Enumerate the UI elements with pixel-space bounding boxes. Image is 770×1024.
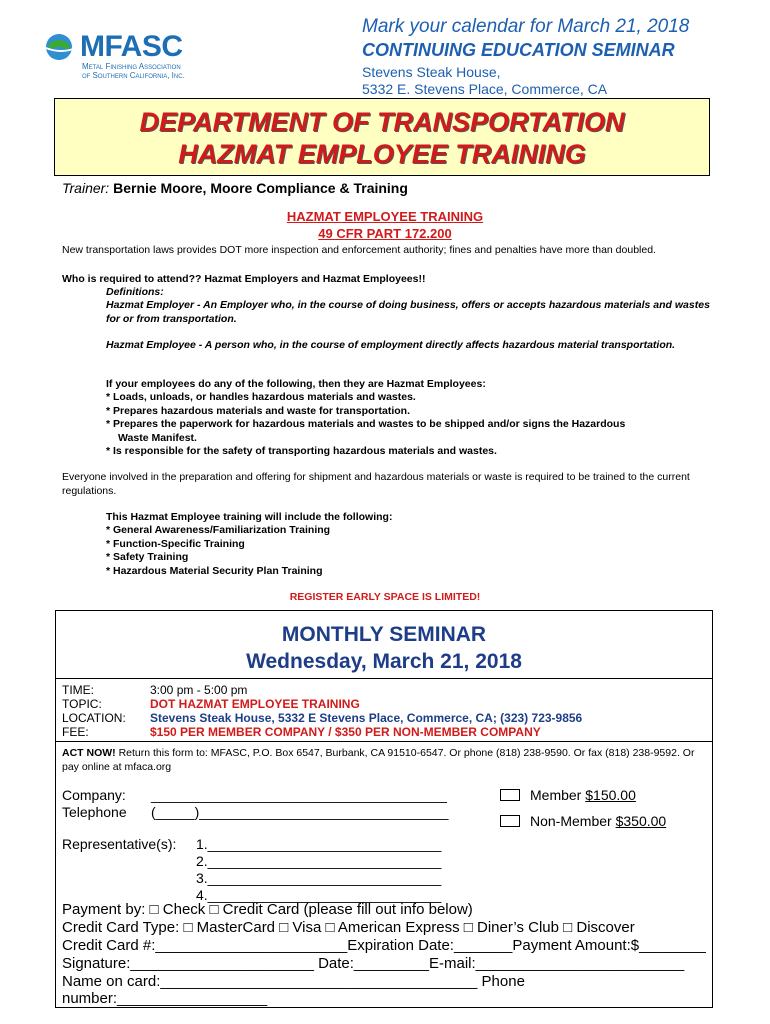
company-field[interactable]: ______________________________________ <box>151 787 447 803</box>
header-calendar-line: Mark your calendar for March 21, 2018 <box>362 16 690 37</box>
topic-label: TOPIC: <box>62 697 102 711</box>
signature-line[interactable]: Signature:______________________ Date:_________E-mail:_________________________ <box>62 955 685 972</box>
company-label: Company: <box>62 787 126 803</box>
member-label: Member <box>530 787 582 803</box>
representative-field-4[interactable]: 4.______________________________ <box>196 887 442 903</box>
member-option <box>530 787 636 803</box>
trainer-label: Trainer: <box>62 180 110 196</box>
list-item: * Prepares hazardous materials and waste for transportation. <box>106 404 411 417</box>
logo-name: MFASC <box>80 30 183 63</box>
representative-field-2[interactable]: 2.______________________________ <box>196 853 442 869</box>
divider <box>56 678 712 679</box>
list-item: * Prepares the paperwork for hazardous materials and wastes to be shipped and/or signs the Hazardous <box>106 418 626 430</box>
nonmember-price: $350.00 <box>615 813 667 829</box>
training-heading: This Hazmat Employee training will include the following: <box>106 511 393 523</box>
employees-heading: If your employees do any of the following, then they are Hazmat Employees: <box>106 378 486 390</box>
trainer-value: Bernie Moore, Moore Compliance & Training <box>113 180 408 196</box>
time-label: TIME: <box>62 683 94 697</box>
definition-employer: Hazmat Employer - An Employer who, in the course of doing business, offers or accepts hazardous materials and wastes for or from transportation. <box>106 299 710 325</box>
representatives-label: Representative(s): <box>62 836 177 852</box>
logo-subtitle-1: Metal Finishing Association <box>82 62 181 71</box>
definitions-label: Definitions: <box>106 286 164 298</box>
list-item: * Is responsible for the safety of transporting hazardous materials and wastes. <box>106 445 497 457</box>
act-now-text <box>62 746 706 774</box>
trainer-line <box>62 180 408 196</box>
list-item: * Hazardous Material Security Plan Training <box>106 564 323 577</box>
fee-label: FEE: <box>62 725 89 739</box>
title-line-2: HAZMAT EMPLOYEE TRAINING <box>178 139 586 169</box>
member-price: $150.00 <box>585 787 636 803</box>
header-venue-line: Stevens Steak House, <box>362 64 501 80</box>
mfasc-logo <box>44 30 204 82</box>
telephone-label: Telephone <box>62 804 127 820</box>
time-value: 3:00 pm - 5:00 pm <box>150 683 248 697</box>
seminar-date: Wednesday, March 21, 2018 <box>246 650 522 673</box>
everyone-text: Everyone involved in the preparation and offering for shipment and hazardous materials or waste is required to be trained to the current regulations. <box>62 471 690 497</box>
seminar-title: MONTHLY SEMINAR <box>281 623 487 646</box>
registration-form <box>55 610 713 1008</box>
intro-text: New transportation laws provides DOT more inspection and enforcement authority; fines and penalties have more than doubled. <box>62 244 656 256</box>
employees-list <box>106 391 706 459</box>
header-address-line: 5332 E. Stevens Place, Commerce, CA <box>362 81 608 97</box>
header-seminar-line: CONTINUING EDUCATION SEMINAR <box>362 40 675 60</box>
topic-value: DOT HAZMAT EMPLOYEE TRAINING <box>150 697 360 711</box>
list-item: * Safety Training <box>106 551 189 563</box>
title-line-1: DEPARTMENT OF TRANSPORTATION <box>139 107 625 137</box>
location-value: Stevens Steak House, 5332 E Stevens Place, Commerce, CA; (323) 723-9856 <box>150 711 583 725</box>
card-number-line[interactable]: Credit Card #:_______________________Expiration Date:_______Payment Amount:$________ <box>62 937 706 954</box>
representative-field-1[interactable]: 1.______________________________ <box>196 836 442 852</box>
list-item: Waste Manifest. <box>118 431 197 444</box>
fee-value: $150 PER MEMBER COMPANY / $350 PER NON-MEMBER COMPANY <box>150 725 541 739</box>
divider <box>56 741 712 742</box>
nonmember-label: Non-Member <box>530 813 612 829</box>
nonmember-option <box>530 813 666 829</box>
payment-method-line[interactable]: Payment by: □ Check □ Credit Card (please fill out info below) <box>62 901 473 918</box>
name-on-card-line[interactable]: Name on card:______________________________________ Phone number:__________________ <box>62 973 525 1007</box>
subtitle-cfr: 49 CFR PART 172.200 <box>318 226 452 241</box>
register-notice: REGISTER EARLY SPACE IS LIMITED! <box>289 591 481 603</box>
title-banner <box>54 98 710 176</box>
act-now-body: Return this form to: MFASC, P.O. Box 6547, Burbank, CA 91510-6547. Or phone (818) 238-9590. Or fax (818) 238-9592. Or pay online at mfaca.org <box>62 747 695 773</box>
location-label: LOCATION: <box>62 711 126 725</box>
list-item: * Function-Specific Training <box>106 537 245 550</box>
representative-field-3[interactable]: 3.______________________________ <box>196 870 442 886</box>
logo-subtitle-2: of Southern California, Inc. <box>82 71 185 80</box>
card-type-line[interactable]: Credit Card Type: □ MasterCard □ Visa □ American Express □ Diner’s Club □ Discover <box>62 919 635 936</box>
nonmember-checkbox[interactable] <box>500 815 520 827</box>
list-item: * General Awareness/Familiarization Training <box>106 524 331 536</box>
subtitle-training: HAZMAT EMPLOYEE TRAINING <box>286 209 484 224</box>
telephone-field[interactable]: (_____)________________________________ <box>151 804 449 820</box>
member-checkbox[interactable] <box>500 789 520 801</box>
definition-employee: Hazmat Employee - A person who, in the course of employment directly affects hazardous material transportation. <box>106 339 676 351</box>
list-item: * Loads, unloads, or handles hazardous materials and wastes. <box>106 391 416 403</box>
act-now-label: ACT NOW! <box>62 747 116 759</box>
globe-logo-icon <box>44 32 78 62</box>
training-list <box>106 524 330 578</box>
who-attend-text: Who is required to attend?? Hazmat Employers and Hazmat Employees!! <box>62 273 426 285</box>
